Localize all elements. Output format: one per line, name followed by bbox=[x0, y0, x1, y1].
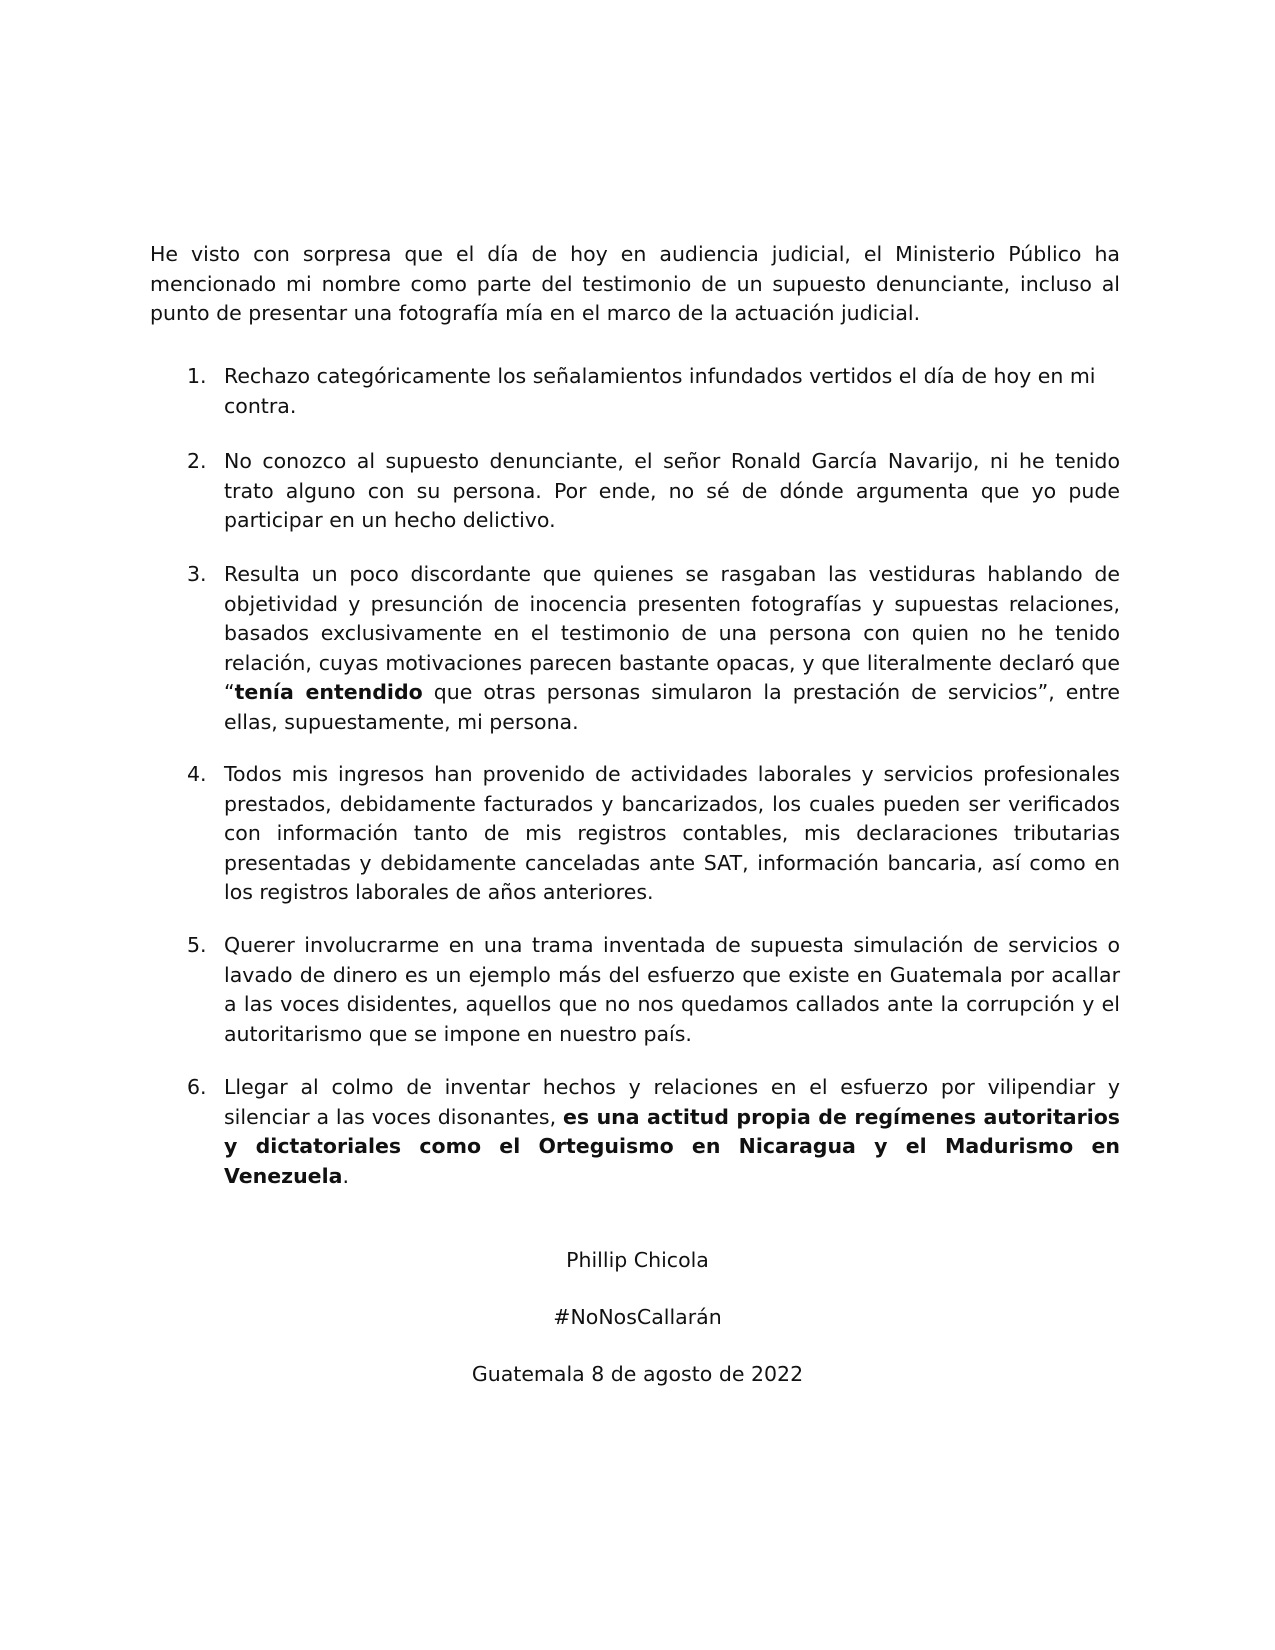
list-text-part: Resulta un poco discordante que quienes se rasgaban las vestiduras hablando de objetividad y presunción de inocencia presenten fotografías y supuestas relaciones, basados exclusivamente en el testimonio de una persona con quien no he tenido relación, cuyas motivaciones parecen bastante opacas, y que literalmente declaró que “ bbox=[224, 562, 1120, 704]
emphasis-text: tenía entendido bbox=[234, 680, 423, 704]
list-text: Querer involucrarme en una trama inventada de supuesta simulación de servicios o lavado de dinero es un ejemplo más del esfuerzo que existe en Guatemala por acallar a las voces disidentes, aquellos que no nos quedamos callados ante la corrupción y el autoritarismo que se impone en nuestro país. bbox=[224, 933, 1120, 1046]
signature-place-date: Guatemala 8 de agosto de 2022 bbox=[471, 1362, 804, 1386]
list-text: Rechazo categóricamente los señalamientos infundados vertidos el día de hoy en mi contra. bbox=[224, 364, 1096, 418]
list-item-6 bbox=[187, 1073, 1120, 1191]
list-number: 4. bbox=[187, 762, 207, 786]
list-number: 2. bbox=[187, 449, 207, 473]
list-item-5 bbox=[187, 931, 1120, 1049]
list-text: Todos mis ingresos han provenido de actividades laborales y servicios profesionales prestados, debidamente facturados y bancarizados, los cuales pueden ser verificados con información tanto de mis registros contables, mis declaraciones tributarias presentadas y debidamente canceladas ante SAT, información bancaria, así como en los registros laborales de años anteriores. bbox=[224, 762, 1120, 904]
intro-paragraph: He visto con sorpresa que el día de hoy en audiencia judicial, el Ministerio Público ha mencionado mi nombre como parte del testimonio de un supuesto denunciante, incluso al punto de presentar una fotografía mía en el marco de la actuación judicial. bbox=[150, 242, 1120, 325]
list-item-3 bbox=[187, 560, 1120, 737]
list-text bbox=[224, 1073, 1120, 1191]
list-item-4 bbox=[187, 760, 1120, 908]
signature-hashtag: #NoNosCallarán bbox=[553, 1305, 722, 1329]
emphasis-text: es una actitud propia de regímenes autoritarios y dictatoriales como el Orteguismo en Nicaragua y el Madurismo en Venezuela bbox=[224, 1104, 1121, 1188]
list-text-part: que otras personas simularon la prestación de servicios”, entre ellas, supuestamente, mi persona. bbox=[224, 680, 1120, 734]
list-number: 3. bbox=[187, 562, 207, 586]
list-text-part: . bbox=[342, 1163, 349, 1188]
list-number: 1. bbox=[187, 364, 207, 388]
list-number: 6. bbox=[187, 1075, 207, 1099]
list-number: 5. bbox=[187, 933, 207, 957]
list-text-part: Llegar al colmo de inventar hechos y relaciones en el esfuerzo por vilipendiar y silenciar a las voces disonantes, bbox=[224, 1075, 1120, 1129]
list-item-1 bbox=[187, 362, 1120, 421]
list-text bbox=[224, 560, 1120, 737]
list-text: No conozco al supuesto denunciante, el señor Ronald García Navarijo, ni he tenido trato alguno con su persona. Por ende, no sé de dónde argumenta que yo pude participar en un hecho delictivo. bbox=[224, 449, 1120, 532]
list-item-2 bbox=[187, 447, 1120, 536]
signature-name: Phillip Chicola bbox=[566, 1248, 709, 1272]
